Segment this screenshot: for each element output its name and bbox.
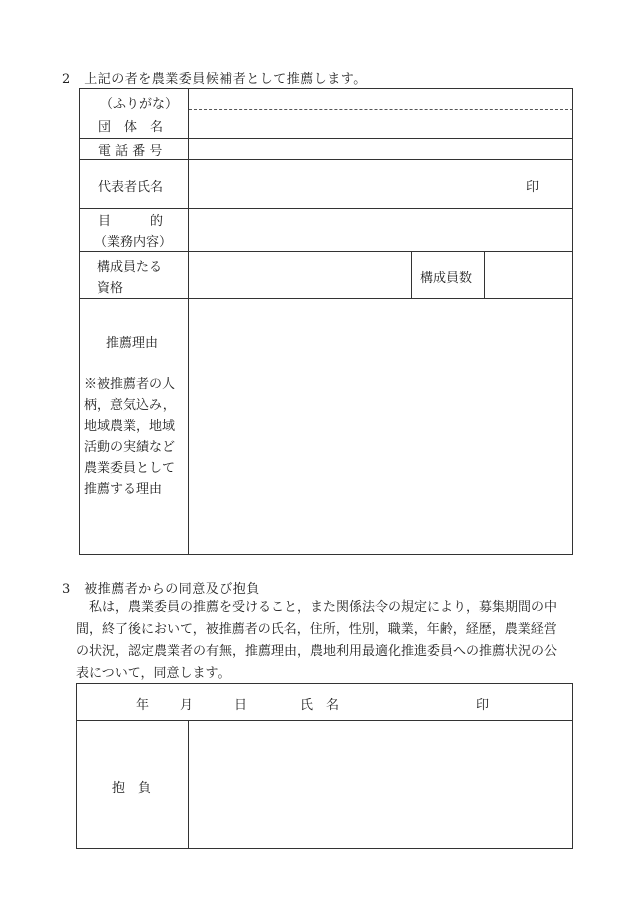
date-name-field[interactable] (77, 684, 572, 720)
name-label: 氏 名 (300, 698, 340, 713)
consent-line: 間，終了後において，被推薦者の氏名，住所，性別，職業，年齢，経歴，農業経営 (76, 622, 557, 637)
group-name-field[interactable] (189, 110, 573, 138)
reason-note-line: 農業委員として (84, 461, 176, 476)
reason-note-line: 活動の実績など (84, 440, 176, 455)
reason-note-line: 柄，意気込み， (84, 398, 176, 413)
aspiration-field[interactable] (189, 721, 572, 848)
consent-line: 表について，同意します。 (76, 666, 231, 681)
phone-field[interactable] (189, 139, 573, 159)
representative-seal: 印 (526, 180, 540, 195)
representative-label: 代表者氏名 (98, 180, 164, 195)
consent-text (76, 597, 586, 685)
reason-label: 推薦理由 (106, 336, 159, 351)
section3-heading: 3 被推薦者からの同意及び抱負 (62, 582, 260, 597)
qualification-label: 構成員たる (97, 260, 163, 275)
qualification-label-2: 資格 (97, 281, 124, 296)
representative-field[interactable] (189, 160, 519, 208)
reason-note (84, 374, 176, 500)
year-label: 年 (136, 698, 150, 713)
consent-line: の状況，認定農業者の有無，推薦理由，農地利用最適化推進委員への推薦状況の公 (76, 644, 558, 659)
month-label: 月 (180, 698, 194, 713)
consent-seal: 印 (476, 698, 490, 713)
phone-label: 電 話 番 号 (98, 144, 163, 159)
reason-note-line: 推薦する理由 (84, 482, 163, 497)
purpose-label: 目 的 (98, 214, 164, 229)
reason-field[interactable] (189, 299, 573, 555)
purpose-field[interactable] (189, 209, 573, 251)
furigana-label: （ふりがな） (100, 97, 179, 112)
furigana-field[interactable] (189, 89, 573, 109)
consent-line: 私は，農業委員の推薦を受けること，また関係法令の規定により，募集期間の中 (76, 600, 558, 615)
group-name-label: 団 体 名 (98, 120, 164, 135)
reason-note-line: 地域農業，地域 (84, 419, 176, 434)
qualification-field[interactable] (189, 252, 411, 298)
column-divider (411, 251, 412, 298)
aspiration-label: 抱 負 (112, 781, 152, 796)
day-label: 日 (234, 698, 248, 713)
member-count-label: 構成員数 (420, 271, 473, 286)
reason-note-line: ※被推薦者の人 (84, 377, 176, 392)
business-content-label: （業務内容） (94, 235, 173, 250)
member-count-field[interactable] (485, 252, 573, 298)
section2-heading: 2 上記の者を農業委員候補者として推薦します。 (62, 72, 367, 87)
